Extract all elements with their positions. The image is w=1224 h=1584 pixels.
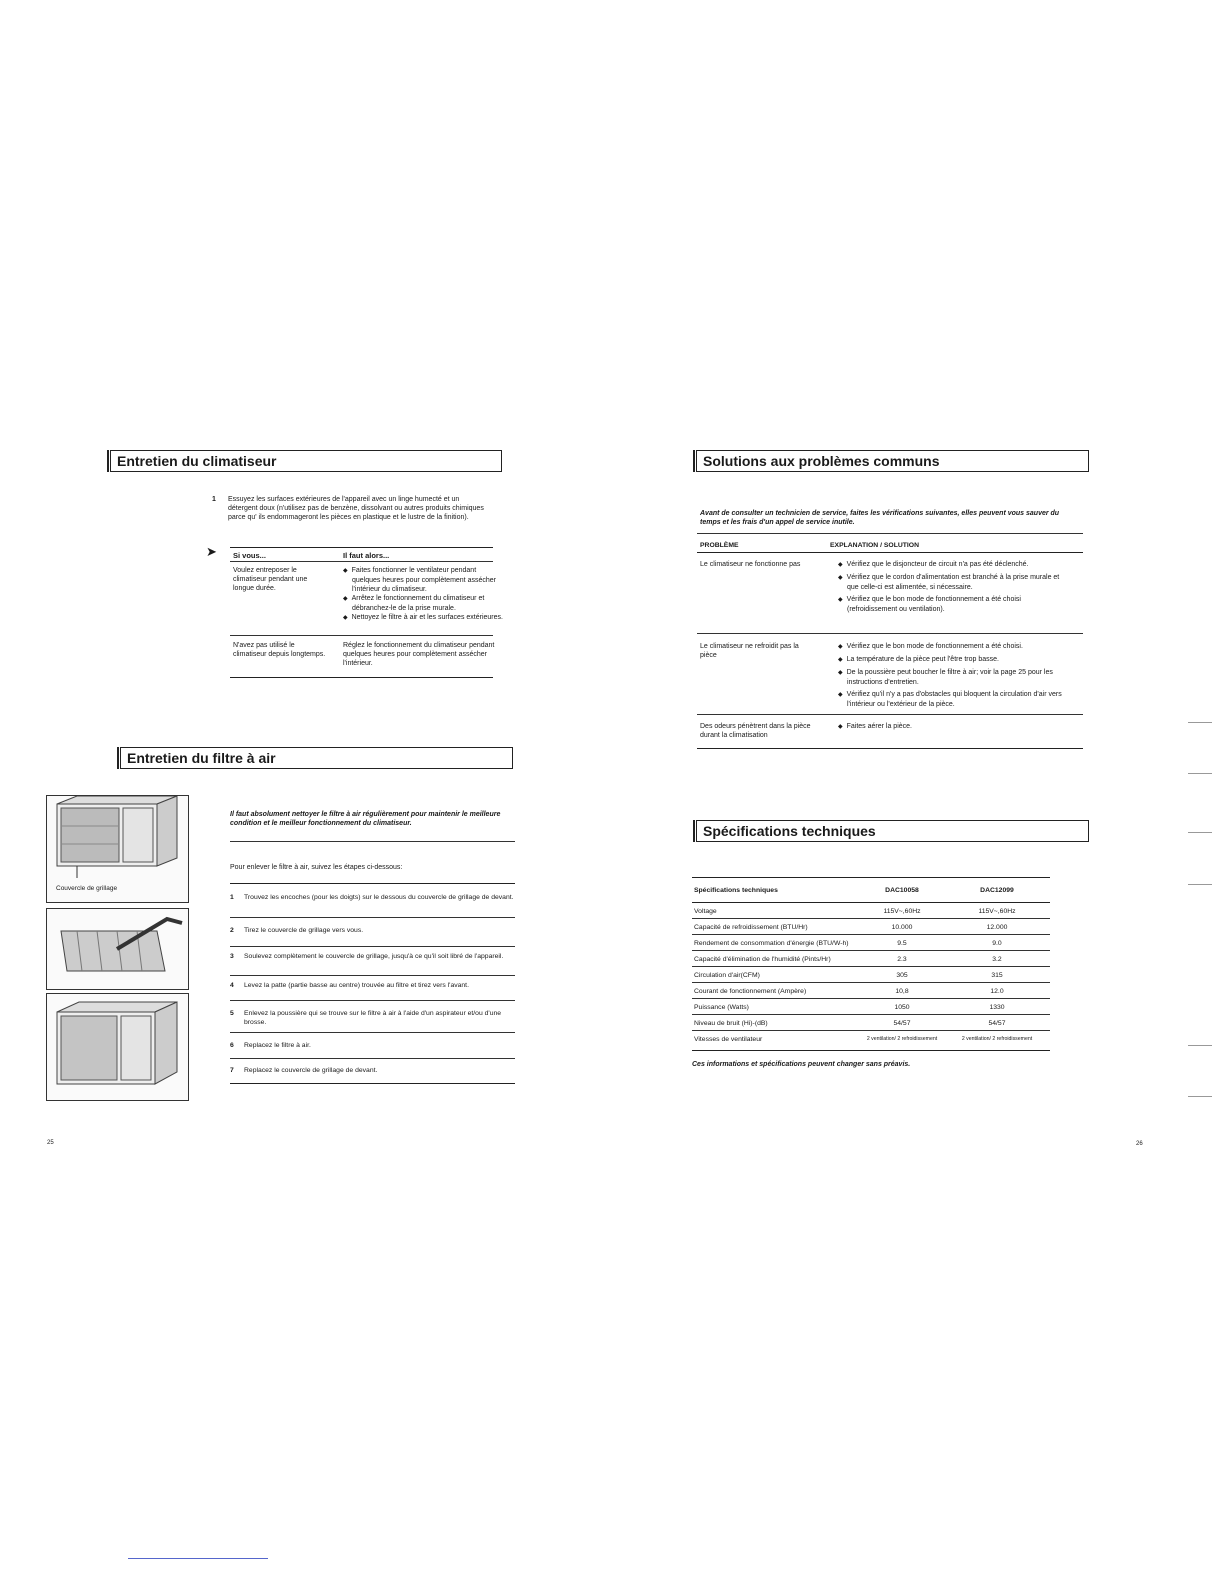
filter-rule [230,1058,515,1059]
step-number: 4 [230,982,234,989]
specs-rule [692,934,1050,935]
specs-cell: 9.0 [992,940,1002,947]
specs-cell: Voltage [694,908,717,915]
specs-cell: Circulation d'air(CFM) [694,972,760,979]
specs-row [692,922,1050,933]
ts-solution-item: ◆ Vérifiez que le cordon d'alimentation est branché à la prise murale et que celle-ci est alimentée, si nécessaire. [838,573,1062,592]
step-text: Levez la patte (partie basse au centre) trouvée au filtre et tirez vers l'avant. [244,982,469,989]
filter-rule [230,975,515,976]
filter-rule [230,1000,515,1001]
edge-mark [1188,884,1212,885]
edge-mark [1188,832,1212,833]
specs-cell: Puissance (Watts) [694,1004,749,1011]
step-text: Tirez le couvercle de grillage vers vous. [244,927,364,934]
table-row1-action: ◆ Nettoyez le filtre à air et les surfaces extérieures. [343,613,503,623]
step-number: 2 [230,927,234,934]
step-text: Enlevez la poussière qui se trouve sur le filtre à air à l'aide d'un aspirateur et/ou d'une brosse. [244,1010,502,1026]
edge-mark [128,1558,268,1559]
filter-vacuum-image [47,909,188,989]
specs-header-cell: Spécifications techniques [694,887,778,894]
specs-rule [692,950,1050,951]
table-bottom-rule [230,677,493,678]
specs-cell: Vitesses de ventilateur [694,1036,763,1043]
specs-row [692,1018,1050,1029]
filter-rule [230,1083,515,1084]
specs-cell: 315 [991,972,1003,979]
specs-rule [692,918,1050,919]
ts-col-solution: EXPLANATION / SOLUTION [830,542,919,549]
ts-solution-item: ◆ Vérifiez que le bon mode de fonctionnement a été choisi. [838,642,1062,652]
ts-rule [697,533,1083,534]
specs-header-cell: DAC12099 [980,887,1014,894]
ts-solution-item: ◆ La température de la pièce peut l'être trop basse. [838,655,1062,665]
specs-cell: 115V~,60Hz [883,908,921,915]
maintenance-step-text: Essuyez les surfaces extérieures de l'appareil avec un linge humecté et un détergent doux (n'utilisez pas de benzène, dissolvant ou autres produits chimiques parce qu' ils endommageront les pièces en plastique et le lustre de la finition). [228,496,484,521]
table-row1-action: ◆ Faites fonctionner le ventilateur pendant quelques heures pour complètement assécher l'intérieur du climatiseur. [343,566,503,594]
specs-cell: 12.000 [986,924,1008,931]
specs-rule [692,982,1050,983]
step-number: 7 [230,1067,234,1074]
specs-row [692,986,1050,997]
specs-cell: 115V~,60Hz [978,908,1016,915]
specs-row [692,970,1050,981]
ts-solution-item: ◆ Vérifiez que le bon mode de fonctionnement a été choisi (refroidissement ou ventilation). [838,595,1062,614]
specs-cell: 10.000 [891,924,913,931]
specs-header-cell: DAC10058 [885,887,919,894]
maintenance-step-number: 1 [212,496,216,503]
specs-rule [692,1014,1050,1015]
illustration-label: Couvercle de grillage [56,885,118,892]
specs-cell: Rendement de consommation d'énergie (BTU/W-h) [694,940,849,947]
edge-mark [1188,722,1212,723]
step-number: 6 [230,1042,234,1049]
specs-rule [692,1050,1050,1051]
specs-cell: Capacité d'élimination de l'humidité (Pints/Hr) [694,956,831,963]
ts-solutions [838,560,1062,614]
table-row1-condition: Voulez entreposer le climatiseur pendant une longue durée. [233,567,308,592]
specs-rule [692,966,1050,967]
specs-cell: 10,8 [895,988,909,995]
ts-solution-item: ◆ Vérifiez qu'il n'y a pas d'obstacles qui bloquent la circulation d'air vers l'intérieur ou l'extérieur de la pièce. [838,690,1062,709]
step-text: Replacez le couvercle de grillage de devant. [244,1067,378,1074]
table-header-if: Si vous... [233,551,266,560]
section-title-specs: Spécifications techniques [696,820,1089,842]
ts-problem: Des odeurs pénètrent dans la pièce durant la climatisation [700,723,811,739]
specs-rule [692,902,1050,903]
table-row1-actions [343,566,503,623]
illustration-reinstall [46,993,189,1101]
specs-cell: Niveau de bruit (Hi)-(dB) [694,1020,768,1027]
ts-rule [697,633,1083,634]
table-row-rule [230,635,493,636]
step-number: 5 [230,1010,234,1017]
specs-note: Ces informations et spécifications peuvent changer sans préavis. [692,1061,911,1068]
specs-row [692,906,1050,917]
specs-cell: 54/57 [988,1020,1006,1027]
troubleshooting-intro: Avant de consulter un technicien de service, faites les vérifications suivantes, elles peuvent vous sauver du temps et les frais d'un appel de service inutile. [700,510,1060,526]
specs-row [692,1002,1050,1013]
specs-rule [692,1030,1050,1031]
specs-cell: 9.5 [897,940,907,947]
table-header-rule [230,561,493,562]
specs-cell: 3.2 [992,956,1002,963]
specs-cell: 1330 [989,1004,1005,1011]
table-row2-condition: N'avez pas utilisé le climatiseur depuis longtemps. [233,642,326,658]
table-header-then: Il faut alors... [343,551,390,560]
specs-cell: 2.3 [897,956,907,963]
ts-rule [697,552,1083,553]
table-row1-action: ◆ Arrêtez le fonctionnement du climatiseur et débranchez-le de la prise murale. [343,594,503,613]
specs-header-row [692,885,1050,896]
edge-mark [1188,773,1212,774]
filter-rule [230,883,515,884]
step-number: 3 [230,953,234,960]
specs-cell: 2 ventilation/ 2 refroidissement [961,1036,1033,1042]
step-number: 1 [230,894,234,901]
ts-rule [697,748,1083,749]
step-text: Soulevez complètement le couvercle de grillage, jusqu'à ce qu'il soit libré de l'appareil. [244,953,504,960]
page-number-left: 25 [47,1140,54,1146]
specs-row [692,938,1050,949]
step-text: Trouvez les encoches (pour les doigts) sur le dessous du couvercle de grillage de devant. [244,894,514,901]
specs-row [692,954,1050,965]
specs-cell: Courant de fonctionnement (Ampère) [694,988,807,995]
step-text: Replacez le filtre à air. [244,1042,311,1049]
ts-rule [697,714,1083,715]
ts-solution-item: ◆ De la poussière peut boucher le filtre à air; voir la page 25 pour les instructions d'entretien. [838,668,1062,687]
specs-rule [692,998,1050,999]
table-top-rule [230,547,493,548]
edge-mark [1188,1045,1212,1046]
section-title-filter: Entretien du filtre à air [120,747,513,769]
filter-rule [230,1032,515,1033]
specs-cell: 12.0 [990,988,1004,995]
specs-cell: 1050 [894,1004,910,1011]
specs-row [692,1034,1050,1045]
filter-rule [230,946,515,947]
ts-solution-item: ◆ Faites aérer la pièce. [838,722,1062,732]
filter-intro-bold: Il faut absolument nettoyer le filtre à air régulièrement pour maintenir le meilleure condition et le meilleur fonctionnement du climatiseur. [230,811,501,827]
section-title-maintenance: Entretien du climatiseur [110,450,502,472]
ts-solutions [838,722,1062,732]
ts-col-problem: PROBLÈME [700,542,739,549]
specs-cell: 2 ventilation/ 2 refroidissement [866,1036,938,1042]
ts-solutions [838,642,1062,709]
illustration-filter-cleaning [46,908,189,990]
table-row2-action: Réglez le fonctionnement du climatiseur pendant quelques heures pour complètement assécher l'intérieur. [343,642,495,667]
ts-problem: Le climatiseur ne fonctionne pas [700,561,801,568]
specs-rule [692,877,1050,878]
specs-cell: Capacité de refroidissement (BTU/Hr) [694,924,808,931]
edge-mark [1188,1096,1212,1097]
air-conditioner-assembled-image [47,994,188,1100]
section-title-troubleshooting: Solutions aux problèmes communs [696,450,1089,472]
filter-rule [230,841,515,842]
page-number-right: 26 [1136,1141,1143,1147]
arrow-icon: ➤ [206,544,217,559]
filter-rule [230,917,515,918]
filter-intro: Pour enlever le filtre à air, suivez les étapes ci-dessous: [230,864,403,871]
ts-problem: Le climatiseur ne refroidit pas la pièce [700,643,799,659]
specs-cell: 54/57 [893,1020,911,1027]
specs-cell: 305 [896,972,908,979]
ts-solution-item: ◆ Vérifiez que le disjoncteur de circuit n'a pas été déclenché. [838,560,1062,570]
